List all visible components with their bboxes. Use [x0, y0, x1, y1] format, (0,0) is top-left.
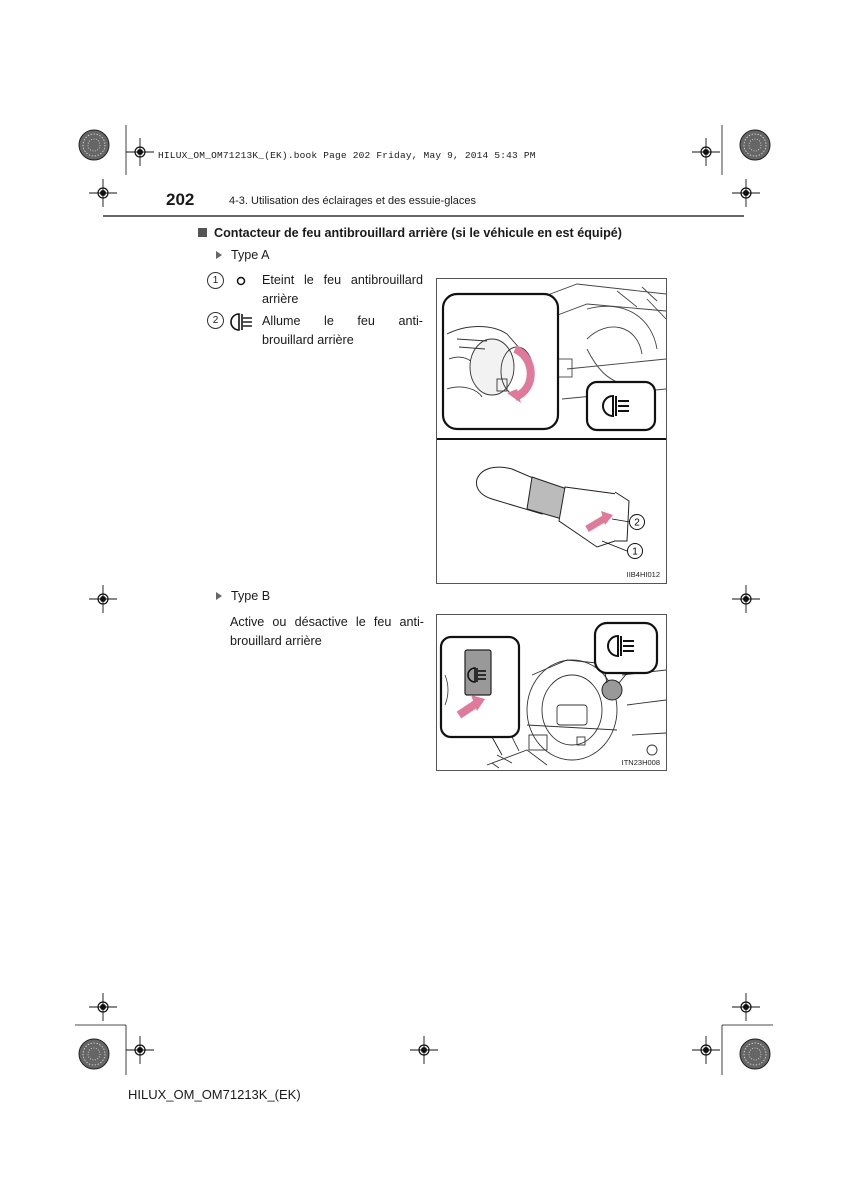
- item-number-1: 1: [207, 272, 224, 289]
- chapter-title: 4-3. Utilisation des éclairages et des essuie-glaces: [229, 195, 477, 207]
- figure-type-b-illustration: [437, 615, 666, 770]
- header-rule: [103, 215, 744, 217]
- figure-code-a: IIB4HI012: [626, 570, 660, 579]
- triangle-bullet-icon: [216, 592, 222, 600]
- type-b-text: Active ou désactive le feu anti- brouillard arrière: [230, 615, 424, 648]
- figure-type-a: [436, 278, 667, 584]
- item-2-text: Allume le feu anti- brouillard arrière: [262, 314, 423, 347]
- type-a-heading: Type A: [216, 248, 270, 262]
- figure-type-b: [436, 614, 667, 771]
- item-1-text: Eteint le feu antibrouillard arrière: [262, 273, 423, 306]
- page-number: 202: [166, 190, 195, 209]
- bullet-square-icon: [198, 228, 207, 237]
- figure-code-b: ITN23H008: [621, 758, 660, 767]
- section-title: Contacteur de feu antibrouillard arrière (si le véhicule en est équipé): [198, 226, 622, 240]
- rear-fog-lamp-icon: [229, 311, 255, 333]
- type-b-heading: Type B: [216, 589, 270, 603]
- off-circle-icon: [235, 275, 247, 287]
- figure-type-a-illustration: [437, 279, 666, 583]
- footer-doc-code: HILUX_OM_OM71213K_(EK): [128, 1087, 301, 1102]
- callout-2: 2: [634, 517, 640, 529]
- file-header-line: HILUX_OM_OM71213K_(EK).book Page 202 Friday, May 9, 2014 5:43 PM: [158, 150, 536, 161]
- callout-1: 1: [632, 546, 638, 558]
- item-number-2: 2: [207, 312, 224, 329]
- triangle-bullet-icon: [216, 251, 222, 259]
